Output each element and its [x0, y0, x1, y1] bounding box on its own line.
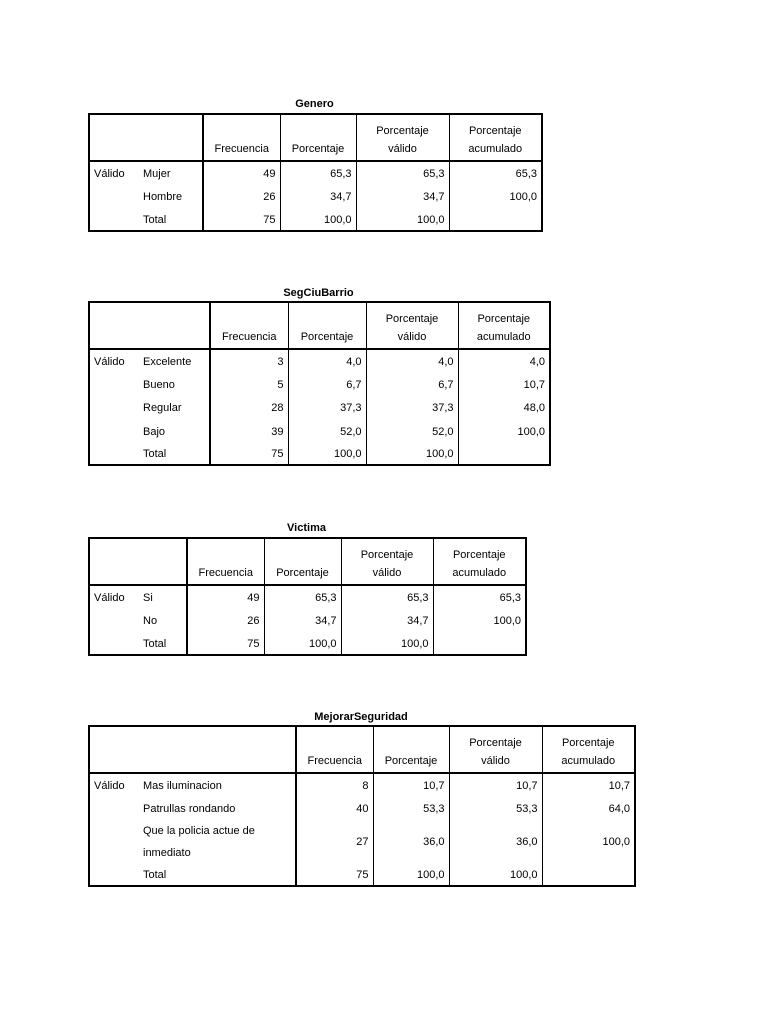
cell-valid: 34,7: [341, 609, 433, 633]
cell-valid: 65,3: [341, 585, 433, 609]
header-pct-cum-2: acumulado: [433, 561, 526, 585]
cell-freq: 3: [210, 349, 288, 373]
header-pct: Porcentaje: [280, 137, 356, 161]
cell-pct: 6,7: [288, 373, 366, 396]
header-pct-cum-1: Porcentaje: [433, 538, 526, 561]
cell-cum: [542, 864, 635, 886]
row-label: Que la policia actue de inmediato: [143, 825, 255, 859]
table-row: [89, 609, 526, 633]
cell-freq: 28: [210, 396, 288, 420]
table-row: [89, 797, 635, 820]
frequency-table: [88, 113, 543, 232]
cell-pct: 34,7: [280, 185, 356, 209]
group-label: Válido: [94, 355, 125, 368]
header-pct-cum-2: acumulado: [449, 137, 542, 161]
group-label: Válido: [94, 167, 125, 180]
header-row: [89, 302, 550, 325]
cell-valid: 37,3: [366, 396, 458, 420]
cell-pct: 37,3: [288, 396, 366, 420]
cell-pct: 4,0: [288, 349, 366, 373]
header-pct-cum-1: Porcentaje: [542, 726, 635, 749]
cell-cum: 10,7: [458, 373, 550, 396]
cell-freq: 39: [210, 420, 288, 443]
cell-freq: 40: [296, 797, 373, 820]
header-freq: Frecuencia: [210, 325, 288, 349]
cell-valid: 100,0: [356, 209, 449, 231]
cell-pct: 65,3: [280, 161, 356, 185]
header-pct: Porcentaje: [264, 561, 341, 585]
cell-valid: 53,3: [449, 797, 542, 820]
cell-pct: 36,0: [373, 820, 449, 864]
header-freq: Frecuencia: [203, 137, 280, 161]
cell-cum: 64,0: [542, 797, 635, 820]
cell-pct: 100,0: [373, 864, 449, 886]
row-label: Mujer: [143, 167, 171, 180]
cell-freq: 75: [187, 633, 264, 655]
cell-cum: 65,3: [449, 161, 542, 185]
table-row: [89, 420, 550, 443]
row-label: No: [143, 615, 158, 627]
cell-valid: 10,7: [449, 773, 542, 797]
header-blank-pct: [264, 538, 341, 561]
header-pct-valid-2: válido: [341, 561, 433, 585]
header-row: [89, 726, 635, 749]
header-pct-valid-1: Porcentaje: [341, 538, 433, 561]
header-freq: Frecuencia: [187, 561, 264, 585]
header-pct-cum-2: acumulado: [458, 325, 550, 349]
header-blank-pct: [373, 726, 449, 749]
header-blank: [89, 302, 210, 349]
row-label: Bueno: [143, 378, 175, 391]
row-label: Hombre: [143, 191, 183, 203]
row-label: Total: [143, 213, 167, 226]
header-pct-valid-2: válido: [356, 137, 449, 161]
header-blank: [89, 726, 296, 773]
row-label: Total: [143, 447, 167, 460]
cell-freq: 75: [296, 864, 373, 886]
table-row: [89, 864, 635, 886]
cell-valid: 6,7: [366, 373, 458, 396]
table-row: [89, 773, 635, 797]
row-label: Regular: [143, 402, 182, 414]
table-mejorarseguridad: [88, 709, 634, 887]
cell-pct: 100,0: [288, 443, 366, 465]
cell-freq: 26: [203, 185, 280, 209]
frequency-table: [88, 725, 636, 887]
cell-cum: 100,0: [449, 185, 542, 209]
table-row: [89, 349, 550, 373]
cell-freq: 75: [203, 209, 280, 231]
header-blank: [89, 538, 187, 585]
header-pct-cum-2: acumulado: [542, 749, 635, 773]
table-genero: [88, 96, 541, 230]
row-label: Total: [143, 868, 167, 881]
table-victima: [88, 520, 525, 654]
table-title: Victima: [287, 522, 326, 534]
table-segciubarrio: [88, 285, 549, 465]
row-label: Excelente: [143, 355, 192, 368]
cell-valid: 36,0: [449, 820, 542, 864]
group-label: Válido: [94, 779, 125, 792]
cell-cum: 65,3: [433, 585, 526, 609]
cell-valid: 4,0: [366, 349, 458, 373]
cell-valid: 65,3: [356, 161, 449, 185]
header-blank-freq: [203, 114, 280, 137]
header-row: [89, 538, 526, 561]
cell-pct: 100,0: [264, 633, 341, 655]
header-pct-valid-1: Porcentaje: [449, 726, 542, 749]
header-blank: [89, 114, 203, 161]
cell-cum: [449, 209, 542, 231]
header-blank-freq: [296, 726, 373, 749]
table-row: [89, 633, 526, 655]
header-freq: Frecuencia: [296, 749, 373, 773]
cell-freq: 8: [296, 773, 373, 797]
table-row: [89, 185, 542, 209]
row-label: Bajo: [143, 425, 166, 438]
row-label: Mas iluminacion: [143, 779, 222, 792]
cell-cum: 100,0: [458, 420, 550, 443]
cell-valid: 52,0: [366, 420, 458, 443]
cell-valid: 100,0: [341, 633, 433, 655]
cell-pct: 10,7: [373, 773, 449, 797]
cell-pct: 65,3: [264, 585, 341, 609]
header-pct-valid-1: Porcentaje: [366, 302, 458, 325]
table-row: [89, 373, 550, 396]
cell-pct: 100,0: [280, 209, 356, 231]
table-row: [89, 585, 526, 609]
row-label: Total: [143, 637, 167, 650]
table-row: [89, 443, 550, 465]
cell-cum: 10,7: [542, 773, 635, 797]
frequency-table: [88, 301, 551, 466]
table-title: MejorarSeguridad: [314, 711, 408, 723]
group-label: Válido: [94, 591, 125, 604]
cell-pct: 52,0: [288, 420, 366, 443]
cell-freq: 5: [210, 373, 288, 396]
table-title: Genero: [295, 98, 334, 110]
cell-freq: 75: [210, 443, 288, 465]
cell-cum: 100,0: [433, 609, 526, 633]
header-pct-valid-1: Porcentaje: [356, 114, 449, 137]
cell-valid: 34,7: [356, 185, 449, 209]
table-row: [89, 396, 550, 420]
header-pct: Porcentaje: [288, 325, 366, 349]
cell-pct: 53,3: [373, 797, 449, 820]
cell-cum: [458, 443, 550, 465]
header-pct-cum-1: Porcentaje: [458, 302, 550, 325]
cell-cum: 4,0: [458, 349, 550, 373]
row-label: Si: [143, 591, 153, 604]
cell-pct: 34,7: [264, 609, 341, 633]
header-pct: Porcentaje: [373, 749, 449, 773]
header-pct-cum-1: Porcentaje: [449, 114, 542, 137]
table-row: [89, 161, 542, 185]
cell-cum: 100,0: [542, 820, 635, 864]
cell-freq: 49: [203, 161, 280, 185]
cell-valid: 100,0: [366, 443, 458, 465]
table-row: [89, 209, 542, 231]
cell-freq: 49: [187, 585, 264, 609]
cell-cum: 48,0: [458, 396, 550, 420]
header-pct-valid-2: válido: [366, 325, 458, 349]
cell-freq: 27: [296, 820, 373, 864]
header-blank-pct: [288, 302, 366, 325]
header-blank-freq: [187, 538, 264, 561]
header-blank-pct: [280, 114, 356, 137]
header-blank-freq: [210, 302, 288, 325]
cell-freq: 26: [187, 609, 264, 633]
header-pct-valid-2: válido: [449, 749, 542, 773]
frequency-table: [88, 537, 527, 656]
header-row: [89, 114, 542, 137]
cell-valid: 100,0: [449, 864, 542, 886]
table-title: SegCiuBarrio: [283, 287, 354, 299]
table-row: [89, 820, 635, 864]
cell-cum: [433, 633, 526, 655]
row-label: Patrullas rondando: [143, 802, 236, 815]
